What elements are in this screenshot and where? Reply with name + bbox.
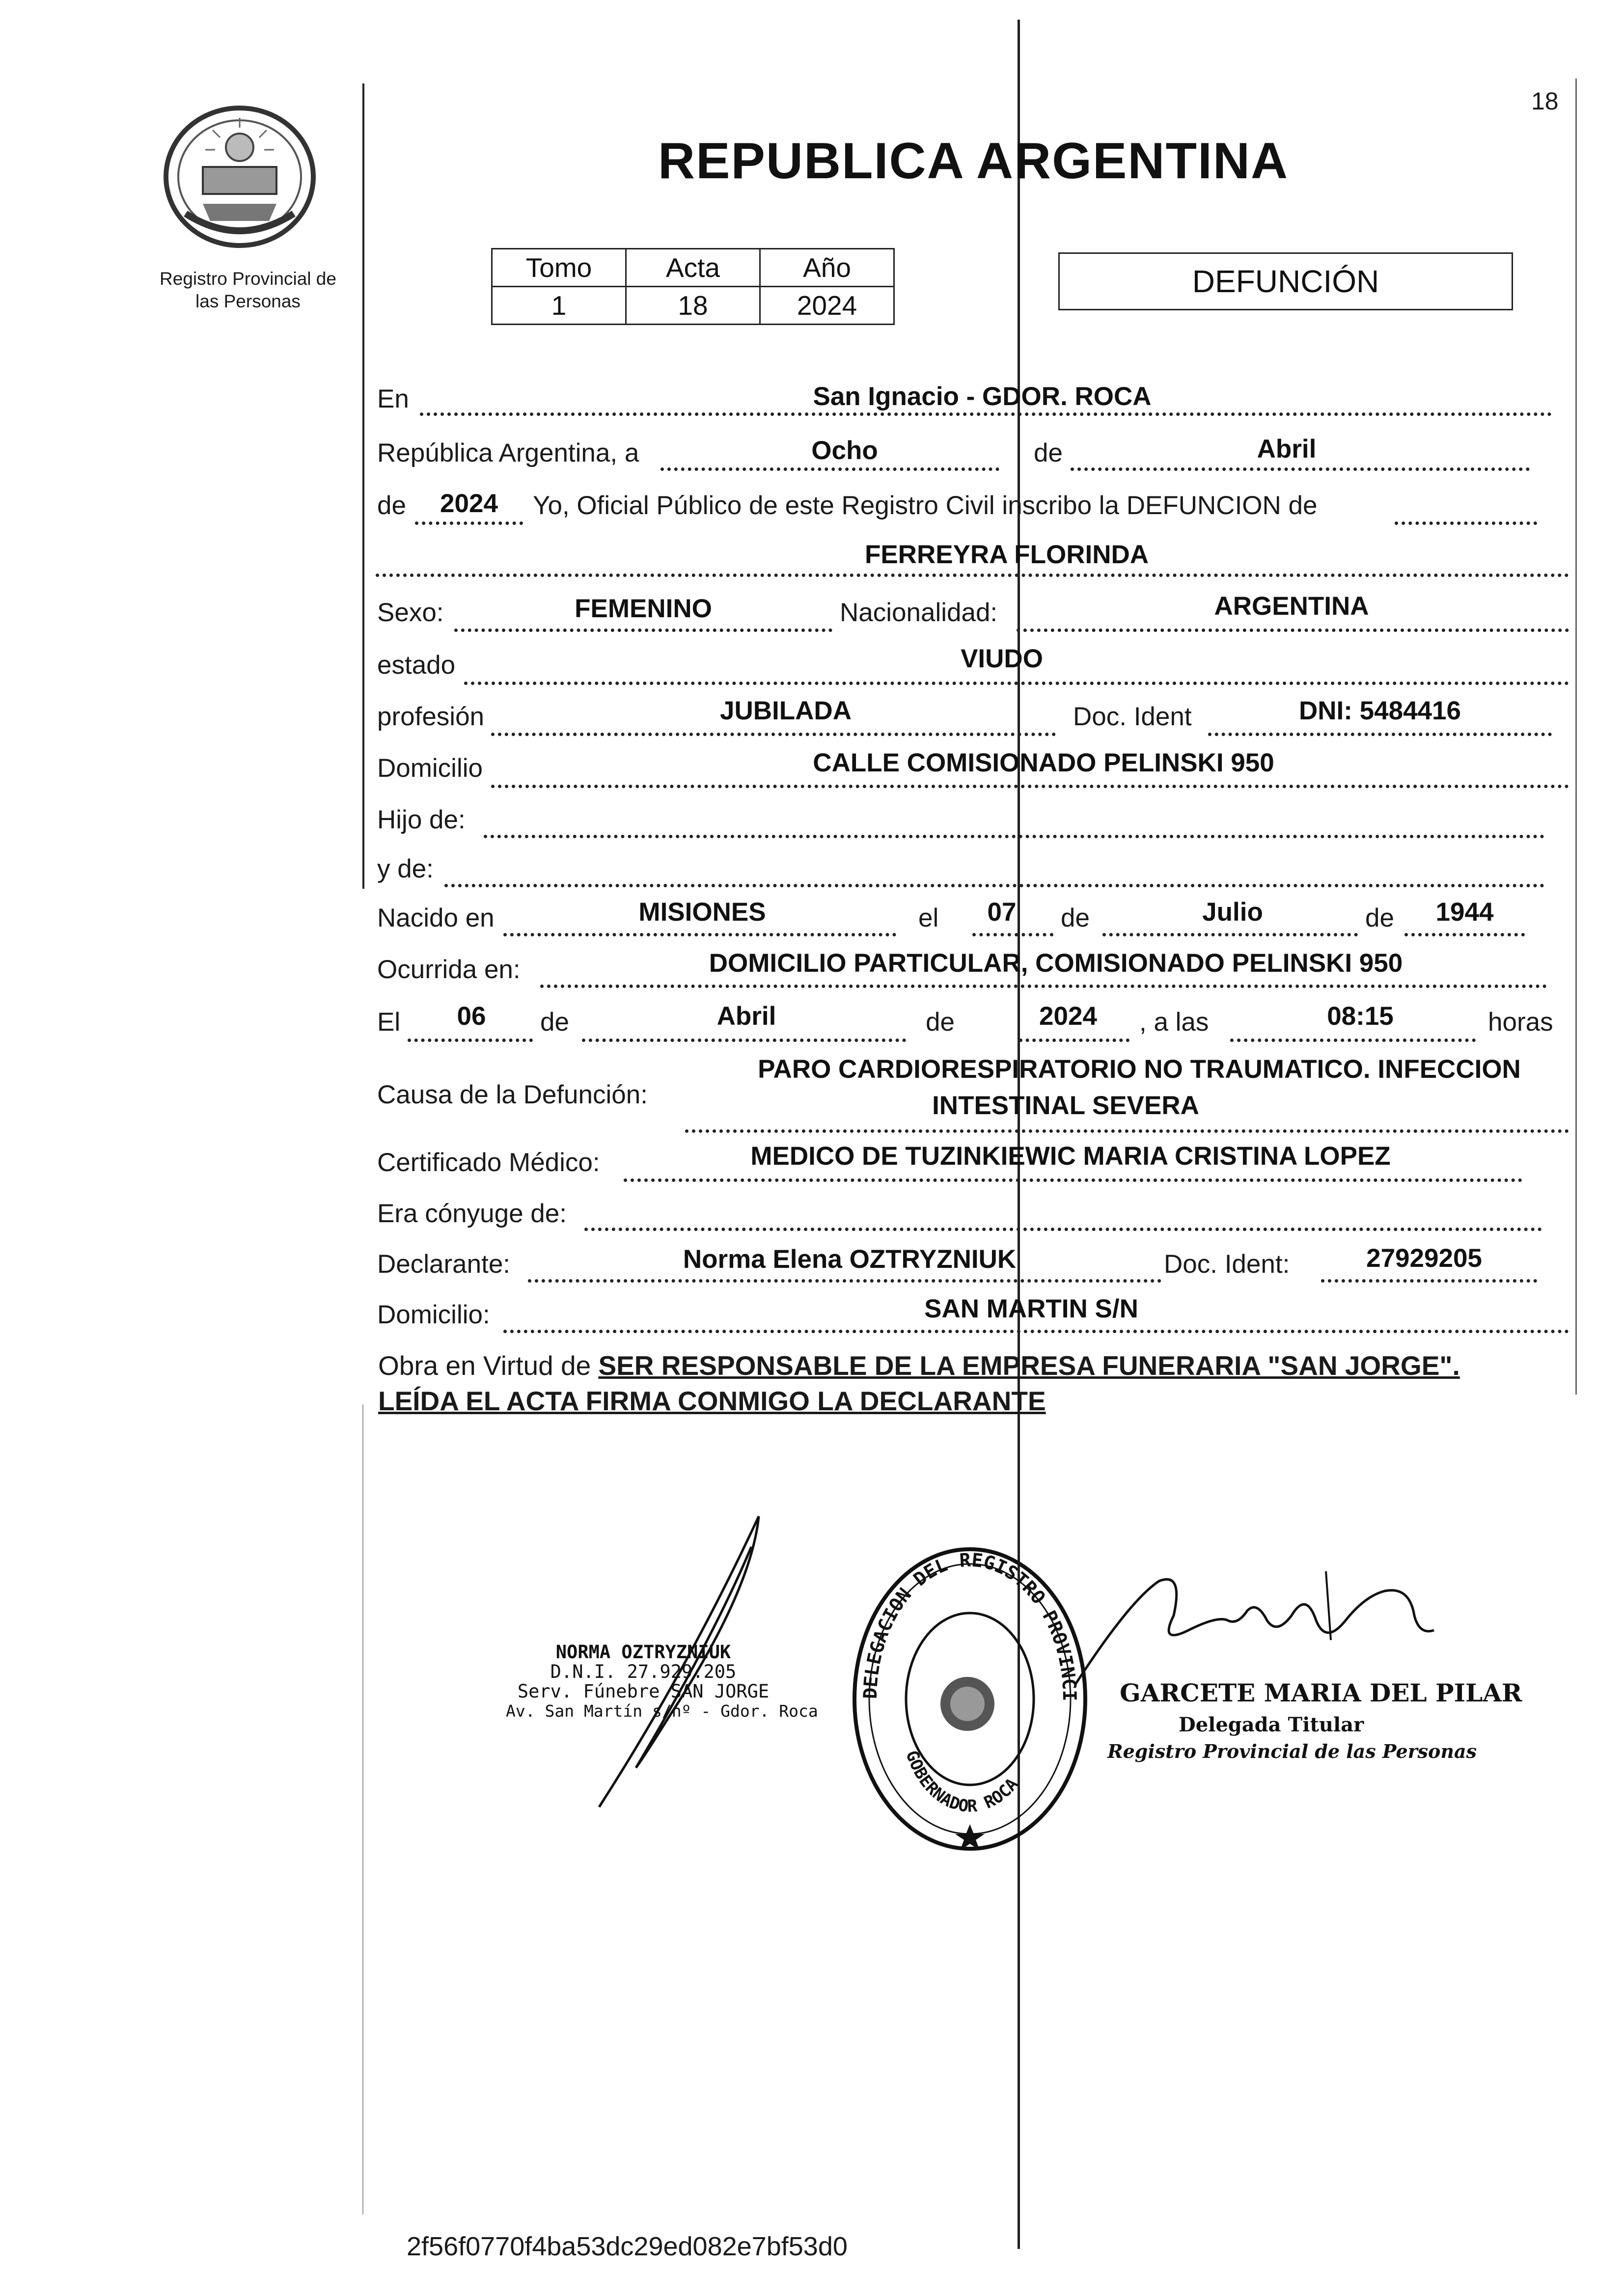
dotted-line xyxy=(491,785,1569,788)
label-causa: Causa de la Defunción: xyxy=(377,1080,648,1109)
field-day: Ocho xyxy=(811,436,878,465)
label-de-birth-month: de xyxy=(1061,904,1090,932)
label-profesion: profesión xyxy=(377,702,485,731)
label-nacionalidad: Nacionalidad: xyxy=(840,598,998,627)
label-El: El xyxy=(377,1008,401,1037)
field-deceased-name: FERREYRA FLORINDA xyxy=(864,540,1149,569)
field-profession: JUBILADA xyxy=(720,696,852,725)
dotted-line xyxy=(624,1178,1522,1182)
dotted-line xyxy=(1404,933,1525,936)
dotted-line xyxy=(528,1279,1161,1283)
label-de-death-month: de xyxy=(540,1008,569,1037)
tomo-value: 1 xyxy=(492,287,626,325)
dotted-line xyxy=(1019,1039,1129,1042)
dotted-line xyxy=(1230,1039,1476,1042)
declarant-stamp-address: Av. San Martín s/nº - Gdor. Roca xyxy=(506,1701,818,1721)
field-death-month: Abril xyxy=(716,1002,776,1031)
dotted-line xyxy=(420,412,1552,416)
field-year: 2024 xyxy=(440,489,498,518)
label-el: el xyxy=(918,904,939,932)
declarant-stamp-service: Serv. Fúnebre SAN JORGE xyxy=(517,1681,770,1702)
label-domicilio-declarant: Domicilio: xyxy=(377,1300,490,1329)
label-republica: República Argentina, a xyxy=(377,438,639,467)
field-declarant-address: SAN MARTIN S/N xyxy=(924,1294,1138,1323)
label-de-birth-year: de xyxy=(1365,904,1394,932)
anio-value: 2024 xyxy=(760,287,894,325)
field-death-time: 08:15 xyxy=(1327,1002,1394,1031)
dotted-line xyxy=(376,574,1569,577)
misiones-seal-logo xyxy=(156,101,323,253)
label-sexo: Sexo: xyxy=(377,598,444,627)
page-number: 18 xyxy=(1531,87,1559,115)
obra-en-virtud-paragraph xyxy=(378,1348,1574,1419)
center-fold-line xyxy=(1018,20,1020,2249)
field-virtue-line2: LEÍDA EL ACTA FIRMA CONMIGO LA DECLARANTE xyxy=(378,1386,1046,1416)
label-de-year: de xyxy=(377,491,406,520)
dotted-line xyxy=(1102,933,1358,936)
field-civil-status: VIUDO xyxy=(961,644,1043,673)
field-medical-certificate: MEDICO DE TUZINKIEWIC MARIA CRISTINA LOPEZ xyxy=(750,1142,1391,1171)
field-birth-year: 1944 xyxy=(1435,898,1494,927)
dotted-line xyxy=(484,835,1544,838)
label-hijo-de: Hijo de: xyxy=(377,805,466,834)
dotted-line xyxy=(464,682,1569,685)
acta-header: Acta xyxy=(626,249,760,287)
dotted-line xyxy=(408,1039,533,1042)
label-de: de xyxy=(1034,438,1063,467)
label-nacido-en: Nacido en xyxy=(377,904,495,932)
official-stamp-office: Registro Provincial de las Personas xyxy=(1107,1740,1477,1762)
label-ocurrida-en: Ocurrida en: xyxy=(377,955,521,984)
field-declarant: Norma Elena OZTRYZNIUK xyxy=(683,1245,1017,1274)
label-certificado: Certificado Médico: xyxy=(377,1148,600,1177)
field-birth-month: Julio xyxy=(1202,898,1263,927)
field-birth-place: MISIONES xyxy=(638,898,766,927)
anio-header: Año xyxy=(760,249,894,287)
field-sex: FEMENINO xyxy=(575,594,712,623)
field-doc-id: DNI: 5484416 xyxy=(1299,696,1461,725)
official-signature xyxy=(1071,1561,1444,1689)
svg-text:GOBERNADOR ROCA xyxy=(902,1748,1022,1816)
dotted-line xyxy=(685,1129,1569,1133)
dotted-line xyxy=(1071,467,1530,471)
dotted-line xyxy=(661,467,999,471)
registry-label xyxy=(142,268,354,313)
left-margin-line xyxy=(362,83,364,889)
label-domicilio: Domicilio xyxy=(377,754,483,783)
dotted-line xyxy=(584,1228,1542,1231)
label-de-death-year: de xyxy=(926,1008,955,1037)
declarant-stamp-name: NORMA OZTRYZNIUK xyxy=(555,1642,731,1663)
official-stamp-role: Delegada Titular xyxy=(1179,1713,1364,1736)
tomo-header: Tomo xyxy=(492,249,626,287)
dotted-line xyxy=(540,985,1547,988)
official-registry-seal xyxy=(847,1542,1093,1856)
seal-outer-text: DELEGACION DEL REGISTRO PROVINCI xyxy=(859,1549,1081,1701)
record-type-box: DEFUNCIÓN xyxy=(1058,252,1513,310)
record-reference-table xyxy=(491,248,895,325)
field-cause-line2: INTESTINAL SEVERA xyxy=(932,1091,1199,1120)
official-stamp-name: GARCETE MARIA DEL PILAR xyxy=(1120,1678,1522,1707)
right-margin-line xyxy=(1575,79,1577,1395)
dotted-line xyxy=(582,1039,906,1042)
declarant-stamp-dni: D.N.I. 27.929.205 xyxy=(550,1661,737,1682)
dotted-line xyxy=(503,1330,1569,1333)
label-conyuge: Era cónyuge de: xyxy=(377,1199,567,1228)
dotted-line xyxy=(1395,521,1537,525)
label-yo-oficial: Yo, Oficial Público de este Registro Civil inscribo la DEFUNCION de xyxy=(533,491,1318,520)
field-birth-day: 07 xyxy=(987,898,1017,927)
label-en: En xyxy=(377,384,409,413)
field-cause-line1: PARO CARDIORESPIRATORIO NO TRAUMATICO. INFECCION xyxy=(758,1055,1521,1084)
field-nationality: ARGENTINA xyxy=(1214,592,1369,621)
field-death-place: DOMICILIO PARTICULAR, COMISIONADO PELINSKI 950 xyxy=(709,949,1403,978)
label-estado: estado xyxy=(377,651,456,680)
acta-value: 18 xyxy=(626,287,760,325)
declarant-stamp xyxy=(506,1642,818,1721)
left-margin-line-lower xyxy=(362,1404,363,2215)
label-a-las: , a las xyxy=(1139,1008,1209,1037)
dotted-line xyxy=(415,521,523,525)
dotted-line xyxy=(1208,733,1552,736)
field-death-day: 06 xyxy=(457,1002,486,1031)
field-virtue-line1: SER RESPONSABLE DE LA EMPRESA FUNERARIA "SAN JORGE". xyxy=(598,1350,1460,1381)
document-title: REPUBLICA ARGENTINA xyxy=(658,133,1289,190)
label-obra: Obra en Virtud de xyxy=(378,1350,591,1381)
dotted-line xyxy=(503,933,896,936)
label-doc-ident-declarant: Doc. Ident: xyxy=(1164,1250,1290,1279)
field-address: CALLE COMISIONADO PELINSKI 950 xyxy=(813,748,1274,777)
dotted-line xyxy=(454,629,832,632)
field-death-year: 2024 xyxy=(1039,1002,1097,1031)
field-month: Abril xyxy=(1257,435,1317,464)
label-doc-ident: Doc. Ident xyxy=(1073,702,1192,731)
dotted-line xyxy=(444,884,1544,887)
dotted-line xyxy=(1321,1279,1537,1283)
field-place: San Ignacio - GDOR. ROCA xyxy=(813,382,1152,411)
registry-line-1: Registro Provincial de xyxy=(160,269,336,289)
registry-line-2: las Personas xyxy=(195,291,301,311)
document-hash: 2f56f0770f4ba53dc29ed082e7bf53d0 xyxy=(407,2232,848,2261)
label-horas: horas xyxy=(1488,1008,1553,1037)
dotted-line xyxy=(972,933,1053,936)
field-declarant-doc: 27929205 xyxy=(1366,1244,1482,1273)
label-declarante: Declarante: xyxy=(377,1250,511,1279)
dotted-line xyxy=(491,733,1056,736)
label-y-de: y de: xyxy=(377,854,434,883)
seal-inner-text: GOBERNADOR ROCA xyxy=(902,1748,1022,1816)
dotted-line xyxy=(1017,629,1569,632)
